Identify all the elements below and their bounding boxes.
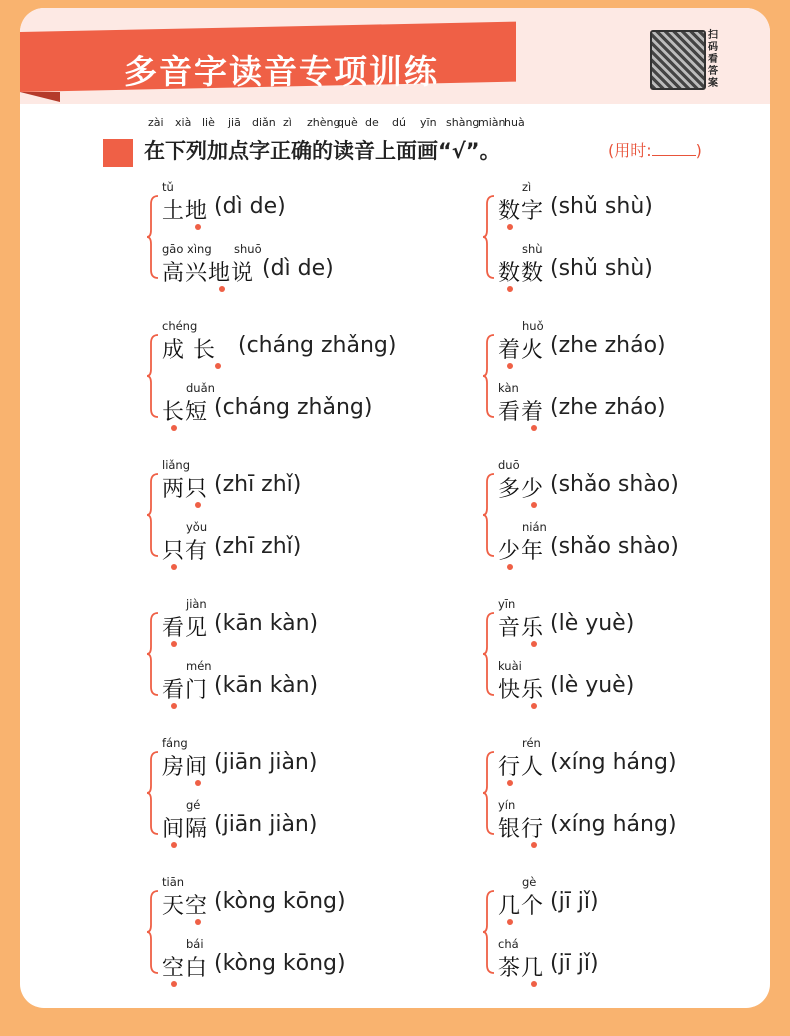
worksheet-card — [20, 8, 770, 1008]
pinyin-annotation: tǔ — [162, 180, 174, 194]
pinyin-annotation: gé — [186, 798, 201, 812]
word: 数数 — [498, 261, 545, 286]
instruction-pinyin: xià — [175, 116, 192, 129]
reading-options[interactable]: (zhī zhǐ) — [214, 534, 302, 559]
pinyin-annotation: gè — [522, 875, 537, 889]
word: 少年 — [498, 539, 545, 564]
instruction-text: 在下列加点字正确的读音上面画“√”。 — [144, 139, 501, 163]
instruction-pinyin: miàn — [478, 116, 506, 129]
pinyin-annotation: chéng — [162, 319, 198, 333]
emphasis-dot — [531, 502, 537, 508]
exercise-item — [162, 937, 462, 989]
reading-options[interactable]: (shǔ shù) — [550, 194, 653, 219]
exercise-pair — [146, 180, 466, 285]
pinyin-annotation: yīn — [498, 597, 516, 611]
exercise-pair — [146, 458, 466, 563]
word: 看见 — [162, 616, 209, 641]
exercise-item — [162, 180, 462, 232]
instruction-pinyin: yīn — [420, 116, 437, 129]
exercise-pair — [482, 875, 770, 980]
pinyin-annotation: shù — [522, 242, 543, 256]
reading-options[interactable]: (cháng zhǎng) — [214, 395, 373, 420]
instruction-pinyin: zhèng — [307, 116, 341, 129]
exercise-pair — [146, 597, 466, 702]
word: 看着 — [498, 400, 545, 425]
reading-options[interactable]: (dì de) — [214, 194, 286, 219]
brace-icon — [146, 194, 160, 280]
brace-icon — [146, 889, 160, 975]
emphasis-dot — [195, 919, 201, 925]
instruction-pinyin: jiā — [228, 116, 241, 129]
exercise-pair — [482, 597, 770, 702]
reading-options[interactable]: (jiān jiàn) — [214, 812, 318, 837]
reading-options[interactable]: (kān kàn) — [214, 673, 319, 698]
word: 高兴地说 — [162, 261, 255, 286]
pinyin-annotation: yǒu — [186, 520, 208, 534]
emphasis-dot — [215, 363, 221, 369]
emphasis-dot — [531, 842, 537, 848]
reading-options[interactable]: (jiān jiàn) — [214, 750, 318, 775]
exercise-item — [498, 597, 770, 649]
exercise-item — [498, 381, 770, 433]
word: 只有 — [162, 539, 209, 564]
pinyin-annotation: nián — [522, 520, 547, 534]
word: 茶几 — [498, 956, 545, 981]
brace-icon — [146, 611, 160, 697]
pinyin-annotation: tiān — [162, 875, 185, 889]
brace-icon — [482, 750, 496, 836]
exercise-pair — [482, 319, 770, 424]
emphasis-dot — [507, 286, 513, 292]
reading-options[interactable]: (kòng kōng) — [214, 889, 346, 914]
pinyin-annotation: kuài — [498, 659, 522, 673]
word: 两只 — [162, 477, 209, 502]
reading-options[interactable]: (shǔ shù) — [550, 256, 653, 281]
banner-fold — [20, 92, 60, 102]
word: 银行 — [498, 817, 545, 842]
word: 音乐 — [498, 616, 545, 641]
pinyin-annotation: liǎng — [162, 458, 191, 472]
emphasis-dot — [195, 502, 201, 508]
timer-end: ) — [695, 141, 702, 160]
reading-options[interactable]: (shǎo shào) — [550, 534, 679, 559]
emphasis-dot — [171, 703, 177, 709]
instruction-marker — [103, 139, 133, 167]
emphasis-dot — [507, 564, 513, 570]
emphasis-dot — [171, 981, 177, 987]
exercise-pair — [482, 736, 770, 841]
word: 空白 — [162, 956, 209, 981]
emphasis-dot — [219, 286, 225, 292]
pinyin-annotation: shuō — [234, 242, 262, 256]
pinyin-annotation: rén — [522, 736, 541, 750]
pinyin-annotation: kàn — [498, 381, 519, 395]
instruction-pinyin: zài — [148, 116, 164, 129]
emphasis-dot — [531, 981, 537, 987]
emphasis-dot — [171, 641, 177, 647]
word: 长短 — [162, 400, 209, 425]
brace-icon — [482, 611, 496, 697]
exercise-item — [162, 798, 462, 850]
instruction-pinyin: zì — [283, 116, 292, 129]
instruction-pinyin: de — [365, 116, 379, 129]
brace-icon — [482, 472, 496, 558]
pinyin-annotation: duǎn — [186, 381, 215, 395]
page-title: 多音字读音专项训练 — [124, 52, 439, 91]
exercise-item — [498, 319, 770, 371]
reading-options[interactable]: (lè yuè) — [550, 673, 635, 698]
emphasis-dot — [171, 842, 177, 848]
timer-label: (用时: — [608, 141, 652, 160]
word: 着火 — [498, 338, 545, 363]
reading-options[interactable]: (jī jǐ) — [550, 951, 599, 976]
word: 天空 — [162, 894, 209, 919]
emphasis-dot — [195, 780, 201, 786]
instruction-pinyin: shàng — [446, 116, 480, 129]
exercise-item — [162, 381, 462, 433]
instruction-pinyin: liè — [202, 116, 215, 129]
word: 间隔 — [162, 817, 209, 842]
pinyin-annotation: chá — [498, 937, 519, 951]
exercise-item — [498, 875, 770, 927]
word: 快乐 — [498, 678, 545, 703]
pinyin-annotation: bái — [186, 937, 204, 951]
word: 土地 — [162, 199, 209, 224]
exercise-item — [498, 798, 770, 850]
word: 看门 — [162, 678, 209, 703]
instruction-pinyin: què — [337, 116, 358, 129]
exercise-item — [498, 937, 770, 989]
brace-icon — [146, 333, 160, 419]
qr-code-icon[interactable] — [650, 30, 706, 90]
pinyin-annotation: fáng — [162, 736, 188, 750]
exercise-pair — [146, 875, 466, 980]
word: 行人 — [498, 755, 545, 780]
exercise-item — [162, 458, 462, 510]
exercise-item — [498, 458, 770, 510]
emphasis-dot — [171, 425, 177, 431]
reading-options[interactable]: (kān kàn) — [214, 611, 319, 636]
reading-options[interactable]: (kòng kōng) — [214, 951, 346, 976]
emphasis-dot — [171, 564, 177, 570]
exercise-item — [162, 875, 462, 927]
emphasis-dot — [507, 363, 513, 369]
exercise-item — [162, 659, 462, 711]
brace-icon — [482, 194, 496, 280]
reading-options[interactable]: (zhe zháo) — [550, 333, 666, 358]
reading-options[interactable]: (dì de) — [262, 256, 334, 281]
brace-icon — [146, 750, 160, 836]
instruction-pinyin: dú — [392, 116, 406, 129]
exercise-item — [498, 659, 770, 711]
emphasis-dot — [531, 425, 537, 431]
exercise-item — [498, 242, 770, 294]
pinyin-annotation: zì — [522, 180, 532, 194]
emphasis-dot — [531, 641, 537, 647]
pinyin-annotation: huǒ — [522, 319, 544, 333]
emphasis-dot — [507, 919, 513, 925]
pinyin-annotation: mén — [186, 659, 212, 673]
word: 数字 — [498, 199, 545, 224]
word: 成 长 — [162, 338, 216, 363]
instruction-pinyin: diǎn — [252, 116, 276, 129]
pinyin-annotation: yín — [498, 798, 516, 812]
exercise-item — [162, 736, 462, 788]
reading-options[interactable]: (xíng háng) — [550, 812, 677, 837]
exercise-pair — [482, 458, 770, 563]
brace-icon — [482, 889, 496, 975]
word: 房间 — [162, 755, 209, 780]
reading-options[interactable]: (zhī zhǐ) — [214, 472, 302, 497]
instruction-pinyin: huà — [504, 116, 525, 129]
reading-options[interactable]: (xíng háng) — [550, 750, 677, 775]
word: 多少 — [498, 477, 545, 502]
emphasis-dot — [531, 703, 537, 709]
exercise-item — [162, 242, 462, 294]
exercise-item — [498, 180, 770, 232]
reading-options[interactable]: (jī jǐ) — [550, 889, 599, 914]
word: 几个 — [498, 894, 545, 919]
timer-blank[interactable] — [652, 155, 696, 156]
emphasis-dot — [195, 224, 201, 230]
exercise-pair — [482, 180, 770, 285]
exercise-item — [498, 520, 770, 572]
pinyin-annotation: duō — [498, 458, 520, 472]
reading-options[interactable]: (zhe zháo) — [550, 395, 666, 420]
exercise-item — [498, 736, 770, 788]
pinyin-annotation: gāo xìng — [162, 242, 212, 256]
brace-icon — [482, 333, 496, 419]
qr-label: 扫码看答案 — [708, 30, 718, 89]
reading-options[interactable]: (shǎo shào) — [550, 472, 679, 497]
emphasis-dot — [507, 780, 513, 786]
exercise-item — [162, 597, 462, 649]
brace-icon — [146, 472, 160, 558]
exercise-item — [162, 520, 462, 572]
exercise-pair — [146, 319, 466, 424]
pinyin-annotation: jiàn — [186, 597, 207, 611]
timer-field[interactable] — [608, 138, 702, 161]
exercise-item — [162, 319, 462, 371]
reading-options[interactable]: (lè yuè) — [550, 611, 635, 636]
exercise-pair — [146, 736, 466, 841]
emphasis-dot — [507, 224, 513, 230]
reading-options[interactable]: (cháng zhǎng) — [238, 333, 397, 358]
